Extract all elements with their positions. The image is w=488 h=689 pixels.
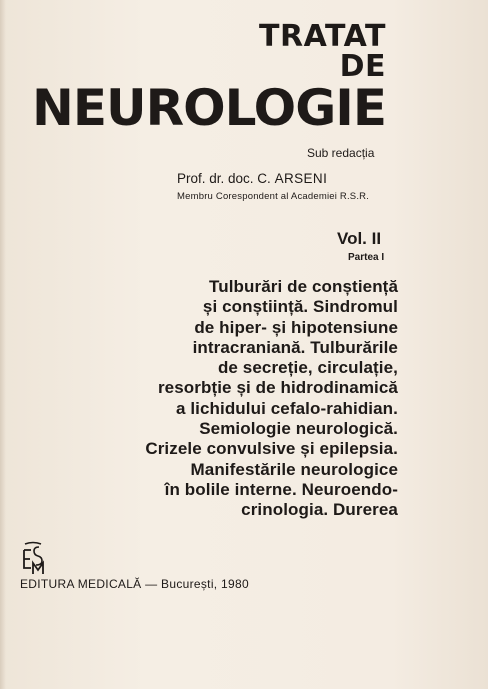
contents-line: și conștiință. Sindromul <box>202 297 398 317</box>
contents-line: Tulburări de conștiență <box>208 277 398 296</box>
page-edge-shadow <box>0 0 6 689</box>
contents-list <box>118 277 398 521</box>
publisher-imprint: EDITURA MEDICALĂ — București, 1980 <box>20 577 249 591</box>
editor-title: Prof. dr. doc. C. <box>177 171 271 186</box>
editorial-caption: Sub redacția <box>307 146 375 160</box>
title-line-tratat: TRATAT <box>259 19 386 54</box>
contents-line: crinologia. Durerea <box>241 500 398 520</box>
volume-number: Vol. II <box>337 229 382 248</box>
contents-line: în bolile interne. Neuroendo- <box>164 479 398 499</box>
contents-line: Manifestările neurologice <box>190 459 398 479</box>
editor-surname: ARSENI <box>274 171 328 186</box>
contents-line: Semiologie neurologică. <box>199 419 398 439</box>
contents-line: Crizele convulsive și epilepsia. <box>145 439 398 459</box>
contents-line: de hiper- și hipotensiune <box>194 317 398 337</box>
editor-membership: Membru Corespondent al Academiei R.S.R. <box>177 191 370 202</box>
contents-line: intracraniană. Tulburările <box>192 337 398 357</box>
contents-line: resorbție și de hidrodinamică <box>157 378 398 398</box>
title-line-de: DE <box>339 49 386 84</box>
contents-line: a lichidului cefalo-rahidian. <box>175 398 398 418</box>
title-line-neurologie: NEUROLOGIE <box>32 79 386 137</box>
editor-name <box>177 171 327 186</box>
contents-line: de secreție, circulație, <box>217 358 398 378</box>
publisher-monogram-icon <box>19 541 49 575</box>
volume-part: Partea I <box>348 252 385 263</box>
